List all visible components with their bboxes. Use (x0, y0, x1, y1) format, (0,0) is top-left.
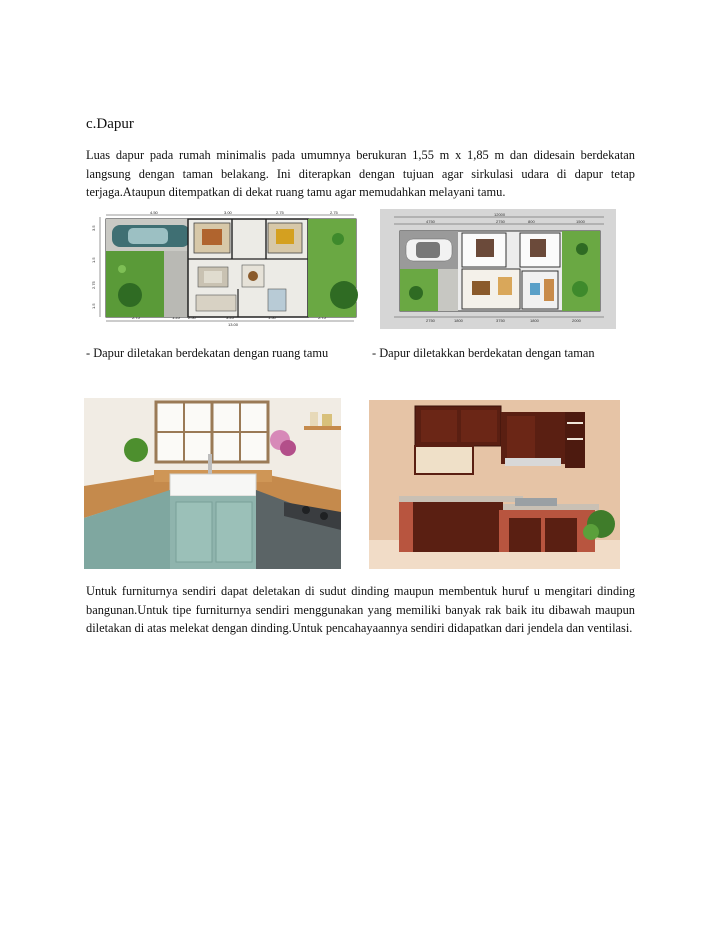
intro-paragraph: Luas dapur pada rumah minimalis pada umumnya berukuran 1,55 m x 1,85 m dan didesain berdekatan langsung dengan taman belakang. Ini diterapkan dengan tujuan agar sirkulasi udara di dapur tetap terjaga.Ataupun ditempatkan di dekat ruang tamu agar memudahkan melayani tamu. (86, 148, 635, 199)
plan1-dim-top-4: 2.75 (330, 210, 338, 215)
plan1-dim-left-4: 1.5 (91, 303, 96, 309)
plan2-dim-bottom-3: 3750 (496, 318, 505, 323)
plan1-dim-top-2: 3.00 (224, 210, 232, 215)
plan2-dim-top2-3: 800 (528, 219, 535, 224)
floor-plan-1 (92, 209, 364, 329)
plan2-dim-top2-1: 4750 (426, 219, 435, 224)
plan1-dim-top-3: 2.75 (276, 210, 284, 215)
section-heading: c.Dapur (86, 116, 134, 132)
plan1-dim-top-1: 4.50 (150, 210, 158, 215)
kitchen-photo-1 (84, 398, 341, 569)
plan1-caption: - Dapur diletakan berdekatan dengan ruang tamu (86, 346, 329, 360)
plan2-dim-bottom-5: 2000 (572, 318, 581, 323)
plan2-dim-top2-2: 2750 (496, 219, 505, 224)
plan2-dim-top: 12000 (494, 212, 506, 217)
kitchen-photo-2 (369, 400, 620, 569)
plan2-dim-bottom-4: 1800 (530, 318, 539, 323)
plan1-dim-left-1: 3.5 (91, 225, 96, 231)
floor-plan-2 (380, 209, 616, 329)
plan2-dim-top2-4: 1500 (576, 219, 585, 224)
plan1-dim-left-2: 1.5 (91, 257, 96, 263)
plan1-dim-total: 13.00 (228, 322, 239, 327)
plan1-dim-left-3: 2.75 (91, 281, 96, 289)
plan2-dim-bottom-2: 1800 (454, 318, 463, 323)
plan2-caption: - Dapur diletakkan berdekatan dengan taman (372, 346, 595, 360)
closing-paragraph: Untuk furniturnya sendiri dapat deletakan di sudut dinding maupun membentuk huruf u mengitari dinding bangunan.Untuk tipe furniturnya sendiri menggunakan yang memiliki banyak rak baik itu dibawah maupun diletakan di atas melekat dengan dinding.Untuk pencahayaannya sendiri didapatkan dari jendela dan ventilasi. (86, 584, 635, 635)
plan2-dim-bottom-1: 2750 (426, 318, 435, 323)
